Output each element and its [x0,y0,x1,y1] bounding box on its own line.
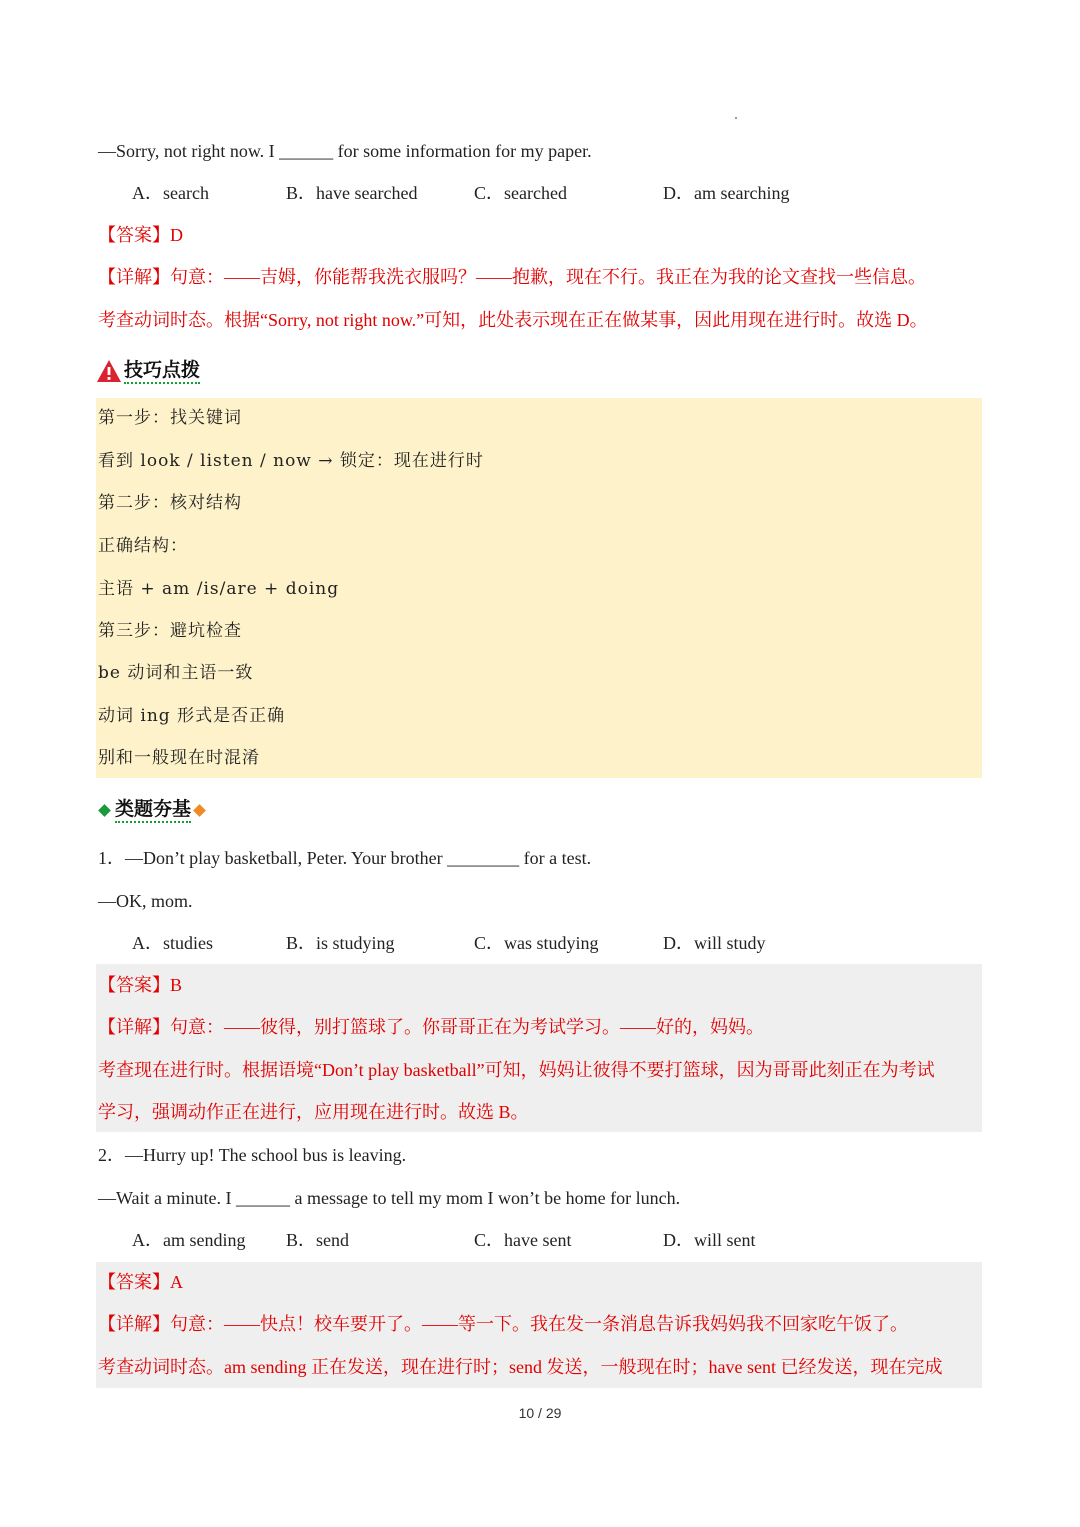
q0-option-d: D．am searching [663,183,790,203]
tips-heading-text: 技巧点拨 [124,358,200,384]
warning-icon [96,359,122,383]
tip-line: 第二步：核对结构 [98,493,242,513]
q2-option-a: A．am sending [132,1230,246,1250]
q1-detail-3: 学习，强调动作正在进行，应用现在进行时。故选 B。 [98,1102,529,1122]
q2-answer: 【答案】A [98,1272,183,1292]
q0-stem: —Sorry, not right now. I ______ for some information for my paper. [98,141,592,161]
tip-line: 别和一般现在时混淆 [98,748,260,768]
q2-stem-2: —Wait a minute. I ______ a message to tell my mom I won’t be home for lunch. [98,1188,681,1208]
tip-line: be 动词和主语一致 [98,663,254,683]
tip-line: 主语 + am /is/are + doing [98,579,340,599]
q2-option-b: B．send [286,1230,349,1250]
basic-heading-text: 类题夯基 [115,797,191,823]
page-speck [735,117,737,119]
tip-line: 动词 ing 形式是否正确 [98,706,286,726]
tip-line: 第三步：避坑检查 [98,621,242,641]
page-number: 10 / 29 [518,1405,562,1421]
q1-detail-1: 【详解】句意：——彼得，别打篮球了。你哥哥正在为考试学习。——好的，妈妈。 [98,1017,764,1037]
q1-detail-2: 考查现在进行时。根据语境“Don’t play basketball”可知，妈妈让彼得不要打篮球，因为哥哥此刻正在为考试 [98,1060,935,1080]
tip-line: 看到 look / listen / now → 锁定：现在进行时 [98,451,484,471]
q1-answer: 【答案】B [98,975,183,995]
q2-stem-1: 2．—Hurry up! The school bus is leaving. [98,1145,407,1165]
q1-option-d: D．will study [663,933,766,953]
basic-heading [96,796,208,824]
q0-option-b: B．have searched [286,183,418,203]
q2-option-d: D．will sent [663,1230,756,1250]
q0-answer: 【答案】D [98,225,183,245]
q0-option-c: C．searched [474,183,567,203]
q2-detail-2: 考查动词时态。am sending 正在发送，现在进行时；send 发送，一般现在时；have sent 已经发送，现在完成 [98,1357,943,1377]
q0-detail-1: 【详解】句意：——吉姆，你能帮我洗衣服吗？——抱歉，现在不行。我正在为我的论文查找一些信息。 [98,267,926,287]
orange-diamond-icon [193,804,206,817]
tip-line: 第一步：找关键词 [98,408,242,428]
q0-option-a: A．search [132,183,209,203]
q1-stem-1: 1．—Don’t play basketball, Peter. Your brother ________ for a test. [98,848,592,868]
tip-line: 正确结构： [98,536,188,556]
q1-option-c: C．was studying [474,933,599,953]
green-diamond-icon [98,804,111,817]
q2-detail-1: 【详解】句意：——快点！校车要开了。——等一下。我在发一条消息告诉我妈妈我不回家吃午饭了。 [98,1314,908,1334]
q2-option-c: C．have sent [474,1230,572,1250]
q0-detail-2: 考查动词时态。根据“Sorry, not right now.”可知，此处表示现在正在做某事，因此用现在进行时。故选 D。 [98,310,928,330]
q1-option-a: A．studies [132,933,213,953]
q1-option-b: B．is studying [286,933,395,953]
tips-heading [96,356,200,386]
q1-stem-2: —OK, mom. [98,891,193,911]
